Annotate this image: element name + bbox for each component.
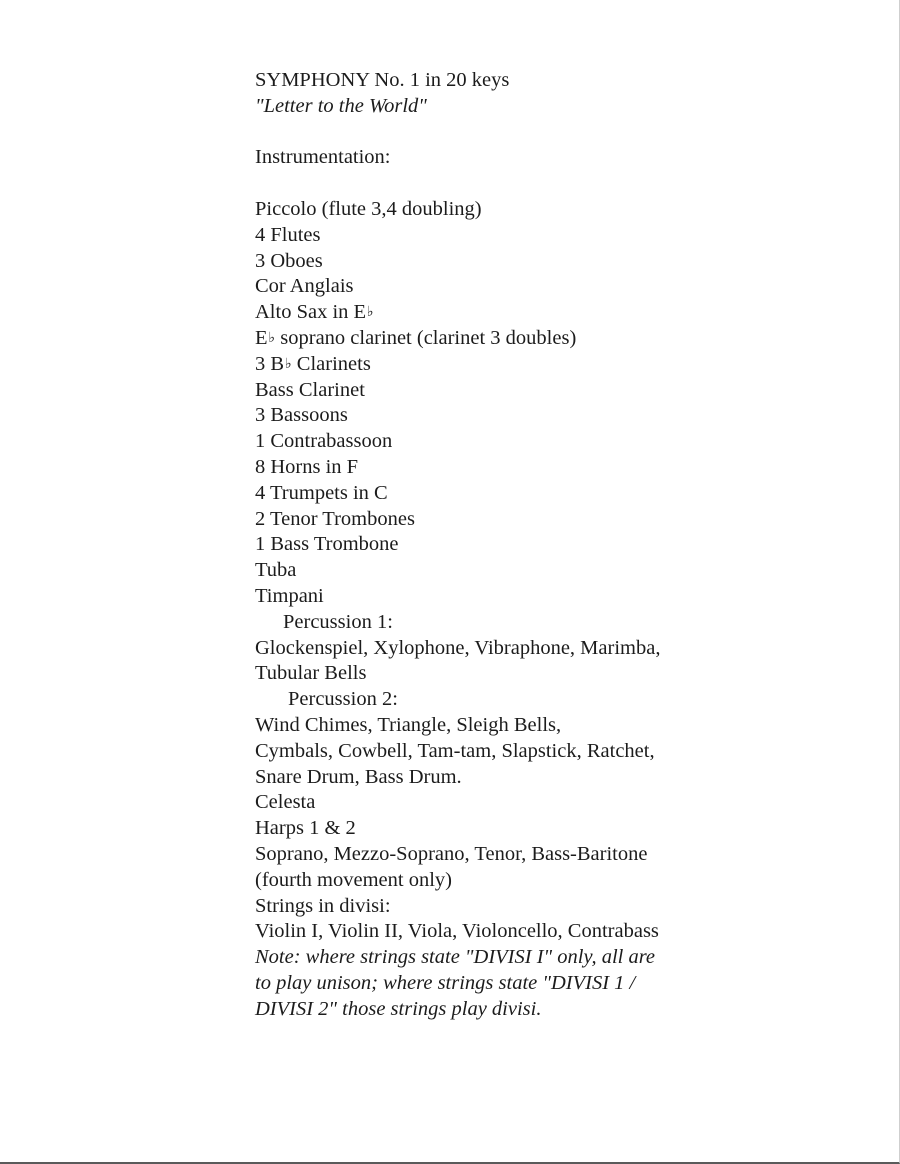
eflat-clarinet-suffix: soprano clarinet (clarinet 3 doubles) bbox=[275, 326, 577, 349]
spacer bbox=[255, 171, 875, 197]
instrument-cor-anglais: Cor Anglais bbox=[255, 275, 354, 298]
instrumentation-heading: Instrumentation: bbox=[255, 146, 391, 169]
percussion1-list-line2: Tubular Bells bbox=[255, 662, 367, 685]
spacer bbox=[255, 120, 875, 146]
instrument-timpani: Timpani bbox=[255, 584, 324, 607]
instrument-flutes: 4 Flutes bbox=[255, 223, 321, 246]
symphony-subtitle: "Letter to the World" bbox=[255, 94, 427, 117]
voices-line1: Soprano, Mezzo-Soprano, Tenor, Bass-Baritone bbox=[255, 842, 648, 865]
note-line1: Note: where strings state "DIVISI I" only, all are bbox=[255, 946, 656, 969]
note-line2: to play unison; where strings state "DIVISI 1 / bbox=[255, 971, 636, 994]
percussion2-list-line1: Wind Chimes, Triangle, Sleigh Bells, bbox=[255, 713, 562, 736]
percussion2-list-line3: Snare Drum, Bass Drum. bbox=[255, 765, 462, 788]
instrument-trumpets: 4 Trumpets in C bbox=[255, 481, 388, 504]
instrument-tenor-trombones: 2 Tenor Trombones bbox=[255, 507, 415, 530]
percussion1-heading: Percussion 1: bbox=[283, 610, 393, 633]
bflat-clarinets-suffix: Clarinets bbox=[291, 352, 371, 375]
instrument-eflat-clarinet bbox=[255, 326, 875, 352]
percussion2-heading: Percussion 2: bbox=[288, 688, 398, 711]
instrument-bass-trombone: 1 Bass Trombone bbox=[255, 533, 399, 556]
percussion1-list-line1: Glockenspiel, Xylophone, Vibraphone, Marimba, bbox=[255, 636, 661, 659]
percussion2-list-line2: Cymbals, Cowbell, Tam-tam, Slapstick, Ratchet, bbox=[255, 739, 655, 762]
instrument-oboes: 3 Oboes bbox=[255, 249, 323, 272]
instrument-alto-sax bbox=[255, 300, 875, 326]
flat-symbol: ♭ bbox=[268, 330, 276, 346]
strings-heading: Strings in divisi: bbox=[255, 894, 391, 917]
alto-sax-text: Alto Sax in E bbox=[255, 301, 367, 324]
instrument-harps: Harps 1 & 2 bbox=[255, 817, 356, 840]
instrument-horns: 8 Horns in F bbox=[255, 455, 359, 478]
instrument-bflat-clarinets bbox=[255, 352, 875, 378]
instrument-tuba: Tuba bbox=[255, 559, 297, 582]
instrument-piccolo: Piccolo (flute 3,4 doubling) bbox=[255, 197, 482, 220]
eflat-clarinet-prefix: E bbox=[255, 326, 268, 349]
instrument-contrabassoon: 1 Contrabassoon bbox=[255, 430, 393, 453]
instrument-bassoons: 3 Bassoons bbox=[255, 404, 348, 427]
symphony-title: SYMPHONY No. 1 in 20 keys bbox=[255, 69, 510, 91]
strings-list: Violin I, Violin II, Viola, Violoncello, Contrabass bbox=[255, 920, 659, 943]
bflat-clarinets-prefix: 3 B bbox=[255, 352, 285, 375]
instrument-bass-clarinet: Bass Clarinet bbox=[255, 378, 365, 401]
flat-symbol: ♭ bbox=[285, 356, 292, 372]
note-line3: DIVISI 2" those strings play divisi. bbox=[255, 997, 542, 1020]
flat-symbol: ♭ bbox=[367, 305, 374, 321]
instrument-celesta: Celesta bbox=[255, 791, 316, 814]
voices-line2: (fourth movement only) bbox=[255, 868, 452, 891]
instrumentation-list bbox=[255, 68, 875, 1022]
